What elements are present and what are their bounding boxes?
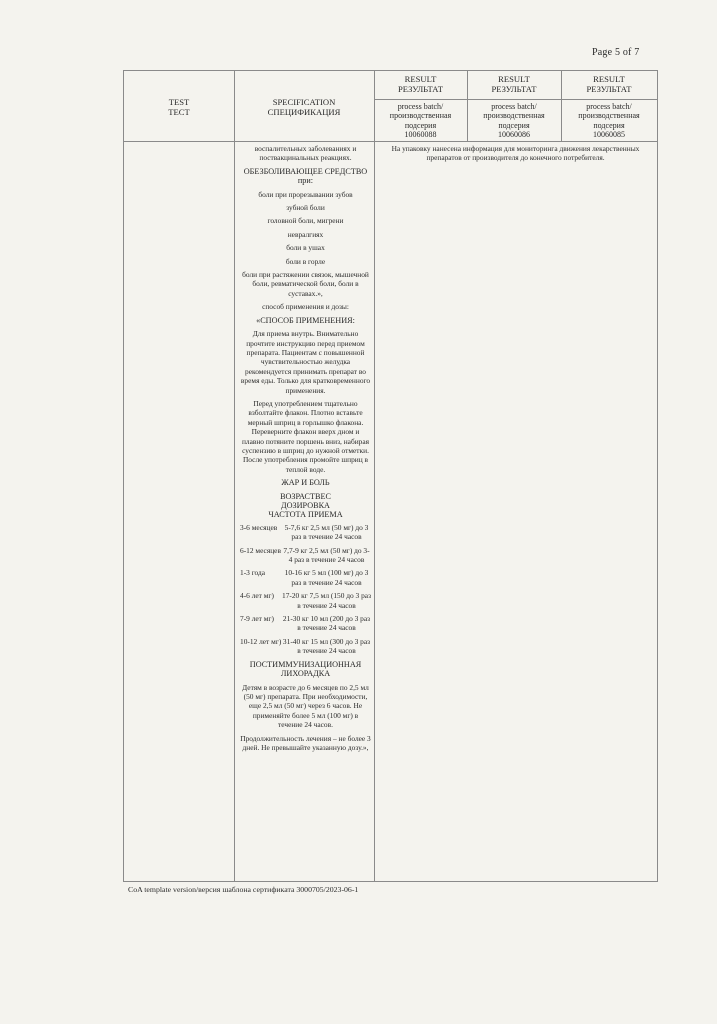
spec-paragraph: Для приема внутрь. Внимательно прочтите инструкцию перед приемом препарата. Пациентам с повышенной чувствительностью желудка рекомендуется принимать препарат во время еды. Только для кратковременного применения. <box>240 329 371 395</box>
result-header-2: RESULT РЕЗУЛЬТАТ <box>491 74 537 94</box>
specification-text <box>240 144 371 756</box>
result-header-1: RESULT РЕЗУЛЬТАТ <box>398 74 443 94</box>
spec-indication: головной боли, мигрени <box>267 216 344 226</box>
dose-age: 6-12 месяцев <box>240 545 281 555</box>
column-divider <box>374 71 375 881</box>
spec-indication: боли при прорезывании зубов <box>258 189 353 199</box>
dose-row <box>240 637 371 656</box>
batch-label-1: process batch/ производственная подсерия 10060088 <box>389 102 452 140</box>
row-divider <box>374 99 657 100</box>
dosage-table-header: ВОЗРАСТВЕС ДОЗИРОВКА ЧАСТОТА ПРИЕМА <box>268 491 343 520</box>
dose-detail: 21-30 кг 10 мл (200 до 3 раз в течение 24 часов <box>282 614 371 633</box>
spec-heading: ЖАР И БОЛЬ <box>281 478 330 488</box>
spec-indication: невралгиях <box>287 229 324 239</box>
dose-age: 3-6 месяцев <box>240 522 278 532</box>
row-divider <box>124 141 657 142</box>
spec-paragraph: Детям в возрасте до 6 месяцев по 2,5 мл (50 мг) препарата. При необходимости, еще 2,5 мл (50 мг) через 6 часов. Не применяйте более 5 мл (100 мг) в течение 24 часов. <box>242 682 369 730</box>
dose-detail: 5-7,6 кг 2,5 мл (50 мг) до 3 раз в течение 24 часов <box>284 522 369 542</box>
spec-indication: зубной боли <box>286 203 325 213</box>
result-header-3: RESULT РЕЗУЛЬТАТ <box>586 74 632 94</box>
spec-indication: боли в горле <box>285 256 326 266</box>
dose-age: 7-9 лет мг) <box>240 614 274 624</box>
dose-age: 1-3 года <box>240 568 266 578</box>
template-version-footer: CoA template version/версия шаблона сертификата 3000705/2023-06-1 <box>128 885 359 894</box>
spec-paragraph: способ применения и дозы: <box>262 302 349 312</box>
certificate-table <box>123 70 658 882</box>
column-divider <box>234 71 235 881</box>
dose-row <box>240 614 371 633</box>
page-number: Page 5 of 7 <box>592 47 640 58</box>
spec-indication: боли при растяжении связок, мышечной боли, ревматической боли, боли в суставах.», <box>242 270 369 298</box>
spec-heading: «СПОСОБ ПРИМЕНЕНИЯ: <box>256 315 355 325</box>
dose-row <box>240 568 371 587</box>
spec-indication: боли в ушах <box>286 243 325 253</box>
spec-paragraph: воспалительных заболеваниях и поствакцинальных реакциях. <box>254 144 357 163</box>
spec-heading: ОБЕЗБОЛИВАЮЩЕЕ СРЕДСТВО при: <box>243 166 368 186</box>
specification-header: SPECIFICATION СПЕЦИФИКАЦИЯ <box>267 97 341 117</box>
result-note: На упаковку нанесена информация для мониторинга движения лекарственных препаратов от производителя до конечного потребителя. <box>391 144 640 163</box>
dose-row <box>240 523 371 542</box>
batch-label-2: process batch/ производственная подсерия 10060086 <box>483 102 545 140</box>
test-header: TEST ТЕСТ <box>168 97 190 117</box>
spec-heading: ПОСТИММУНИЗАЦИОННАЯ ЛИХОРАДКА <box>249 659 362 679</box>
dose-age: 10-12 лет мг) <box>240 636 282 646</box>
dose-age: 4-6 лет мг) <box>240 591 274 601</box>
batch-label-3: process batch/ производственная подсерия 10060085 <box>578 102 640 140</box>
dose-detail: 10-16 кг 5 мл (100 мг) до 3 раз в течение 24 часов <box>284 568 369 587</box>
spec-paragraph: Перед употреблением тщательно взболтайте флакон. Плотно вставьте мерный шприц в горлышко флакона. Переверните флакон вверх дном и плавно потяните поршень вниз, набирая суспензию в шприц до нужной отметки. После употребления промойте шприц в теплой воде. <box>241 398 370 474</box>
spec-paragraph: Продолжительность лечения – не более 3 дней. Не превышайте указанную дозу.», <box>240 733 371 752</box>
dose-detail: 7,7-9 кг 2,5 мл (50 мг) до 3-4 раз в течение 24 часов <box>283 545 370 565</box>
dose-detail: 17-20 кг 7,5 мл (150 до 3 раз в течение 24 часов <box>282 591 371 610</box>
dose-row <box>240 546 371 565</box>
dose-row <box>240 591 371 610</box>
dose-detail: 31-40 кг 15 мл (300 до 3 раз в течение 24 часов <box>282 636 371 656</box>
